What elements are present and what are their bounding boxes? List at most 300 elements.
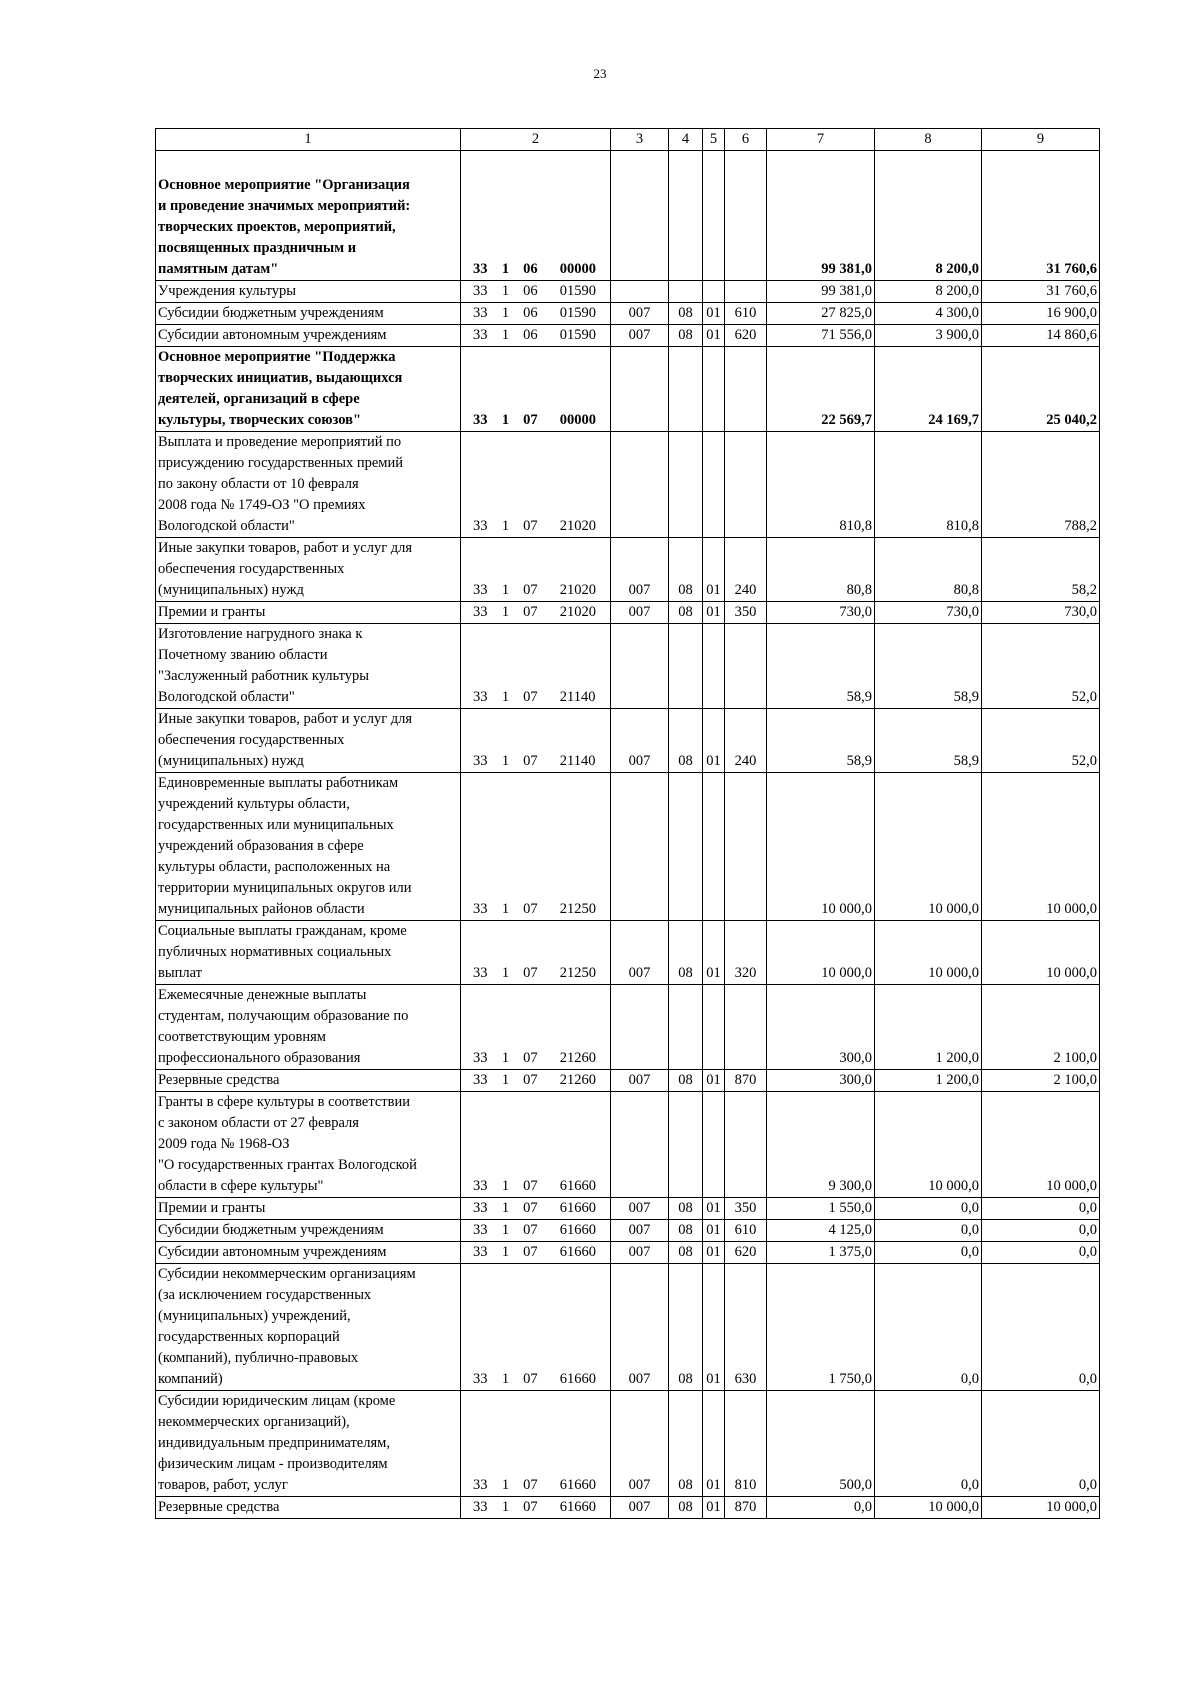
code-part: 01590 [559,283,597,299]
expense-type-code: 350 [725,602,767,624]
code-part: 21140 [559,689,596,705]
code-part: 61660 [559,1244,597,1260]
amount-col-7: 99 381,0 [767,151,875,281]
target-article-code [461,151,611,281]
row-name-line: Учреждения культуры [158,283,297,299]
target-article-code [461,538,611,602]
amount-col-9: 25 040,2 [982,347,1100,432]
subsection-code: 01 [703,1242,725,1264]
code-part: 21020 [559,604,597,620]
amount-col-9: 10 000,0 [982,1092,1100,1198]
code-part: 61660 [559,1178,597,1194]
code-part: 1 [501,1072,510,1088]
subsection-code [703,1092,725,1198]
expense-type-code: 620 [725,1242,767,1264]
code-part: 1 [501,1178,510,1194]
amount-col-7: 9 300,0 [767,1092,875,1198]
code-part: 33 [473,689,488,705]
code-part: 07 [523,518,538,534]
target-article-code [461,1198,611,1220]
code-part: 01590 [559,327,597,343]
subsection-code: 01 [703,1264,725,1391]
table-row [156,1220,1100,1242]
amount-col-8: 8 200,0 [875,281,982,303]
row-name-line: обеспечения государственных [158,561,345,577]
amount-col-8: 8 200,0 [875,151,982,281]
code-part: 1 [501,1371,510,1387]
row-name-line: государственных корпораций [158,1329,340,1345]
code-part: 06 [523,327,538,343]
row-name [156,538,461,602]
row-name [156,1092,461,1198]
code-part: 61660 [559,1477,597,1493]
subsection-code: 01 [703,602,725,624]
amount-col-9: 730,0 [982,602,1100,624]
row-name-line: Единовременные выплаты работникам [158,775,399,791]
ministry-code: 007 [611,1198,669,1220]
section-code [669,347,703,432]
table-row [156,985,1100,1070]
row-name [156,1220,461,1242]
column-number: 8 [875,129,982,151]
section-code: 08 [669,1070,703,1092]
subsection-code: 01 [703,1220,725,1242]
expense-type-code [725,624,767,709]
target-article-code [461,325,611,347]
expense-type-code [725,281,767,303]
code-part: 1 [501,518,510,534]
target-article-code [461,303,611,325]
table-row [156,347,1100,432]
row-name-line: физическим лицам - производителям [158,1456,388,1472]
amount-col-8: 0,0 [875,1242,982,1264]
subsection-code: 01 [703,1497,725,1519]
code-part: 21020 [559,518,597,534]
target-article-code [461,1391,611,1497]
amount-col-8: 80,8 [875,538,982,602]
row-name-line: Основное мероприятие "Поддержка [158,349,396,365]
table-row [156,1391,1100,1497]
code-part: 00000 [559,261,597,277]
budget-table [155,128,1100,1519]
row-name-line: (муниципальных) учреждений, [158,1308,351,1324]
amount-col-7: 4 125,0 [767,1220,875,1242]
target-article-code [461,773,611,921]
section-code: 08 [669,325,703,347]
row-name-line: культуры области, расположенных на [158,859,391,875]
amount-col-9: 14 860,6 [982,325,1100,347]
code-part: 33 [473,1200,488,1216]
code-part: 07 [523,1477,538,1493]
amount-col-7: 80,8 [767,538,875,602]
table-row [156,281,1100,303]
row-name [156,432,461,538]
amount-col-9: 0,0 [982,1391,1100,1497]
expense-type-code: 240 [725,709,767,773]
row-name-line: Социальные выплаты гражданам, кроме [158,923,407,939]
row-name-line: культуры, творческих союзов" [158,412,361,428]
row-name-line: индивидуальным предпринимателям, [158,1435,390,1451]
row-name [156,1497,461,1519]
ministry-code: 007 [611,1070,669,1092]
row-name-line: Субсидии некоммерческим организациям [158,1266,416,1282]
subsection-code: 01 [703,538,725,602]
table-row [156,432,1100,538]
code-part: 1 [501,965,510,981]
code-part: 33 [473,965,488,981]
code-part: 07 [523,1244,538,1260]
section-code: 08 [669,1242,703,1264]
code-part: 21260 [559,1050,597,1066]
code-part: 1 [501,1244,510,1260]
row-name-line: обеспечения государственных [158,732,345,748]
ministry-code: 007 [611,921,669,985]
expense-type-code: 620 [725,325,767,347]
row-name-line: Иные закупки товаров, работ и услуг для [158,711,413,727]
amount-col-8: 4 300,0 [875,303,982,325]
code-part: 1 [501,305,510,321]
code-part: 33 [473,604,488,620]
ministry-code: 007 [611,303,669,325]
code-part: 07 [523,1072,538,1088]
row-name-line: Премии и гранты [158,604,266,620]
amount-col-9: 788,2 [982,432,1100,538]
amount-col-8: 1 200,0 [875,1070,982,1092]
code-part: 33 [473,1050,488,1066]
row-name-line: Субсидии автономным учреждениям [158,327,387,343]
expense-type-code [725,151,767,281]
amount-col-9: 31 760,6 [982,151,1100,281]
row-name-line: (за исключением государственных [158,1287,372,1303]
code-part: 33 [473,1477,488,1493]
subsection-code: 01 [703,709,725,773]
row-name-line: государственных или муниципальных [158,817,394,833]
ministry-code: 007 [611,1391,669,1497]
section-code [669,1092,703,1198]
target-article-code [461,1242,611,1264]
row-name [156,1264,461,1391]
row-name-line: области в сфере культуры" [158,1178,324,1194]
row-name-line: творческих проектов, мероприятий, [158,219,396,235]
row-name [156,709,461,773]
amount-col-7: 810,8 [767,432,875,538]
column-number: 6 [725,129,767,151]
amount-col-9: 2 100,0 [982,1070,1100,1092]
amount-col-7: 10 000,0 [767,773,875,921]
code-part: 33 [473,412,488,428]
target-article-code [461,985,611,1070]
code-part: 33 [473,753,488,769]
row-name-line: "Заслуженный работник культуры [158,668,370,684]
code-part: 33 [473,327,488,343]
code-part: 33 [473,1222,488,1238]
row-name [156,773,461,921]
row-name-line: Субсидии бюджетным учреждениям [158,305,384,321]
expense-type-code: 610 [725,303,767,325]
code-part: 06 [523,261,538,277]
table-row [156,602,1100,624]
amount-col-7: 58,9 [767,624,875,709]
code-part: 00000 [559,412,597,428]
target-article-code [461,1092,611,1198]
amount-col-9: 0,0 [982,1220,1100,1242]
subsection-code [703,985,725,1070]
code-part: 07 [523,604,538,620]
amount-col-7: 71 556,0 [767,325,875,347]
subsection-code [703,432,725,538]
amount-col-8: 730,0 [875,602,982,624]
row-name-line: присуждению государственных премий [158,455,403,471]
row-name-line: Резервные средства [158,1499,280,1515]
row-name-line: посвященных праздничным и [158,240,357,256]
subsection-code [703,151,725,281]
code-part: 61660 [559,1371,597,1387]
expense-type-code: 240 [725,538,767,602]
amount-col-8: 0,0 [875,1198,982,1220]
amount-col-7: 730,0 [767,602,875,624]
amount-col-9: 10 000,0 [982,1497,1100,1519]
ministry-code [611,281,669,303]
code-part: 33 [473,1072,488,1088]
section-code [669,773,703,921]
target-article-code [461,347,611,432]
section-code: 08 [669,709,703,773]
code-part: 61660 [559,1222,597,1238]
row-name-line: Субсидии бюджетным учреждениям [158,1222,384,1238]
code-part: 1 [501,261,510,277]
code-part: 07 [523,1200,538,1216]
expense-type-code: 870 [725,1497,767,1519]
target-article-code [461,432,611,538]
section-code: 08 [669,1198,703,1220]
row-name-line: 2009 года № 1968-ОЗ [158,1136,290,1152]
page-number: 23 [593,66,607,81]
row-name-line: компаний) [158,1371,223,1387]
code-part: 07 [523,582,538,598]
code-part: 33 [473,261,488,277]
row-name-line: Резервные средства [158,1072,280,1088]
code-part: 1 [501,582,510,598]
amount-col-7: 300,0 [767,985,875,1070]
target-article-code [461,602,611,624]
code-part: 33 [473,1499,488,1515]
code-part: 21020 [559,582,597,598]
code-part: 06 [523,283,538,299]
table-row [156,921,1100,985]
column-number: 9 [982,129,1100,151]
expense-type-code [725,347,767,432]
code-part: 1 [501,1477,510,1493]
subsection-code: 01 [703,921,725,985]
target-article-code [461,1070,611,1092]
amount-col-9: 2 100,0 [982,985,1100,1070]
code-part: 21260 [559,1072,597,1088]
row-name-line: Выплата и проведение мероприятий по [158,434,402,450]
ministry-code: 007 [611,1497,669,1519]
code-part: 07 [523,1371,538,1387]
row-name-line: Субсидии автономным учреждениям [158,1244,387,1260]
code-part: 21140 [559,753,596,769]
amount-col-9: 0,0 [982,1198,1100,1220]
ministry-code [611,773,669,921]
ministry-code [611,985,669,1070]
expense-type-code: 630 [725,1264,767,1391]
code-part: 07 [523,965,538,981]
code-part: 07 [523,1178,538,1194]
column-number: 5 [703,129,725,151]
table-row [156,325,1100,347]
code-part: 01590 [559,305,597,321]
amount-col-9: 16 900,0 [982,303,1100,325]
row-name [156,1198,461,1220]
target-article-code [461,281,611,303]
code-part: 33 [473,582,488,598]
row-name-line: Ежемесячные денежные выплаты [158,987,367,1003]
table-row [156,151,1100,281]
ministry-code [611,1092,669,1198]
row-name [156,921,461,985]
code-part: 21250 [559,965,597,981]
subsection-code [703,281,725,303]
amount-col-7: 300,0 [767,1070,875,1092]
row-name-line: "О государственных грантах Вологодской [158,1157,417,1173]
subsection-code: 01 [703,325,725,347]
section-code: 08 [669,1497,703,1519]
row-name-line: творческих инициатив, выдающихся [158,370,403,386]
amount-col-7: 27 825,0 [767,303,875,325]
code-part: 1 [501,1499,510,1515]
row-name-line: учреждений образования в сфере [158,838,364,854]
target-article-code [461,1220,611,1242]
row-name-line: Основное мероприятие "Организация [158,177,410,193]
code-part: 61660 [559,1499,597,1515]
row-name [156,985,461,1070]
row-name-line: и проведение значимых мероприятий: [158,198,411,214]
amount-col-8: 0,0 [875,1220,982,1242]
ministry-code: 007 [611,1242,669,1264]
row-name-line: Иные закупки товаров, работ и услуг для [158,540,413,556]
target-article-code [461,624,611,709]
target-article-code [461,709,611,773]
code-part: 1 [501,1200,510,1216]
section-code [669,281,703,303]
table-row [156,303,1100,325]
amount-col-7: 1 375,0 [767,1242,875,1264]
amount-col-7: 99 381,0 [767,281,875,303]
row-name-line: товаров, работ, услуг [158,1477,288,1493]
subsection-code [703,347,725,432]
expense-type-code: 350 [725,1198,767,1220]
code-part: 33 [473,1178,488,1194]
amount-col-7: 10 000,0 [767,921,875,985]
code-part: 33 [473,283,488,299]
code-part: 07 [523,1499,538,1515]
row-name-line: территории муниципальных округов или [158,880,412,896]
row-name-line: студентам, получающим образование по [158,1008,409,1024]
code-part: 61660 [559,1200,597,1216]
row-name [156,303,461,325]
table-row [156,1070,1100,1092]
amount-col-9: 52,0 [982,624,1100,709]
row-name-line: Почетному званию области [158,647,328,663]
expense-type-code [725,773,767,921]
code-part: 1 [501,604,510,620]
amount-col-9: 52,0 [982,709,1100,773]
table-row [156,1198,1100,1220]
code-part: 1 [501,1050,510,1066]
table-row [156,1497,1100,1519]
row-name-line: памятным датам" [158,261,279,277]
code-part: 1 [501,901,510,917]
amount-col-8: 10 000,0 [875,1497,982,1519]
code-part: 33 [473,901,488,917]
section-code [669,432,703,538]
code-part: 1 [501,753,510,769]
table-row [156,1242,1100,1264]
row-name [156,281,461,303]
amount-col-9: 58,2 [982,538,1100,602]
expense-type-code: 810 [725,1391,767,1497]
amount-col-8: 58,9 [875,709,982,773]
code-part: 07 [523,901,538,917]
row-name-line: некоммерческих организаций), [158,1414,350,1430]
expense-type-code [725,985,767,1070]
ministry-code [611,347,669,432]
row-name [156,1391,461,1497]
code-part: 1 [501,283,510,299]
expense-type-code [725,432,767,538]
amount-col-8: 58,9 [875,624,982,709]
amount-col-7: 58,9 [767,709,875,773]
row-name-line: (компаний), публично-правовых [158,1350,359,1366]
section-code [669,624,703,709]
amount-col-7: 22 569,7 [767,347,875,432]
amount-col-8: 0,0 [875,1264,982,1391]
row-name-line: Вологодской области" [158,689,295,705]
table-row [156,538,1100,602]
amount-col-8: 3 900,0 [875,325,982,347]
table-row [156,773,1100,921]
row-name-line: с законом области от 27 февраля [158,1115,359,1131]
amount-col-7: 1 550,0 [767,1198,875,1220]
subsection-code: 01 [703,303,725,325]
code-part: 33 [473,1244,488,1260]
amount-col-9: 0,0 [982,1264,1100,1391]
ministry-code [611,432,669,538]
amount-col-8: 0,0 [875,1391,982,1497]
row-name [156,347,461,432]
code-part: 06 [523,305,538,321]
row-name-line: Изготовление нагрудного знака к [158,626,363,642]
code-part: 07 [523,412,538,428]
section-code [669,985,703,1070]
subsection-code [703,624,725,709]
row-name-line: выплат [158,965,202,981]
row-name-line: Субсидии юридическим лицам (кроме [158,1393,396,1409]
code-part: 07 [523,753,538,769]
target-article-code [461,1497,611,1519]
section-code: 08 [669,602,703,624]
row-name-line: (муниципальных) нужд [158,582,304,598]
code-part: 33 [473,1371,488,1387]
amount-col-8: 24 169,7 [875,347,982,432]
section-code [669,151,703,281]
code-part: 1 [501,689,510,705]
section-code: 08 [669,1391,703,1497]
ministry-code: 007 [611,602,669,624]
amount-col-9: 31 760,6 [982,281,1100,303]
subsection-code: 01 [703,1198,725,1220]
